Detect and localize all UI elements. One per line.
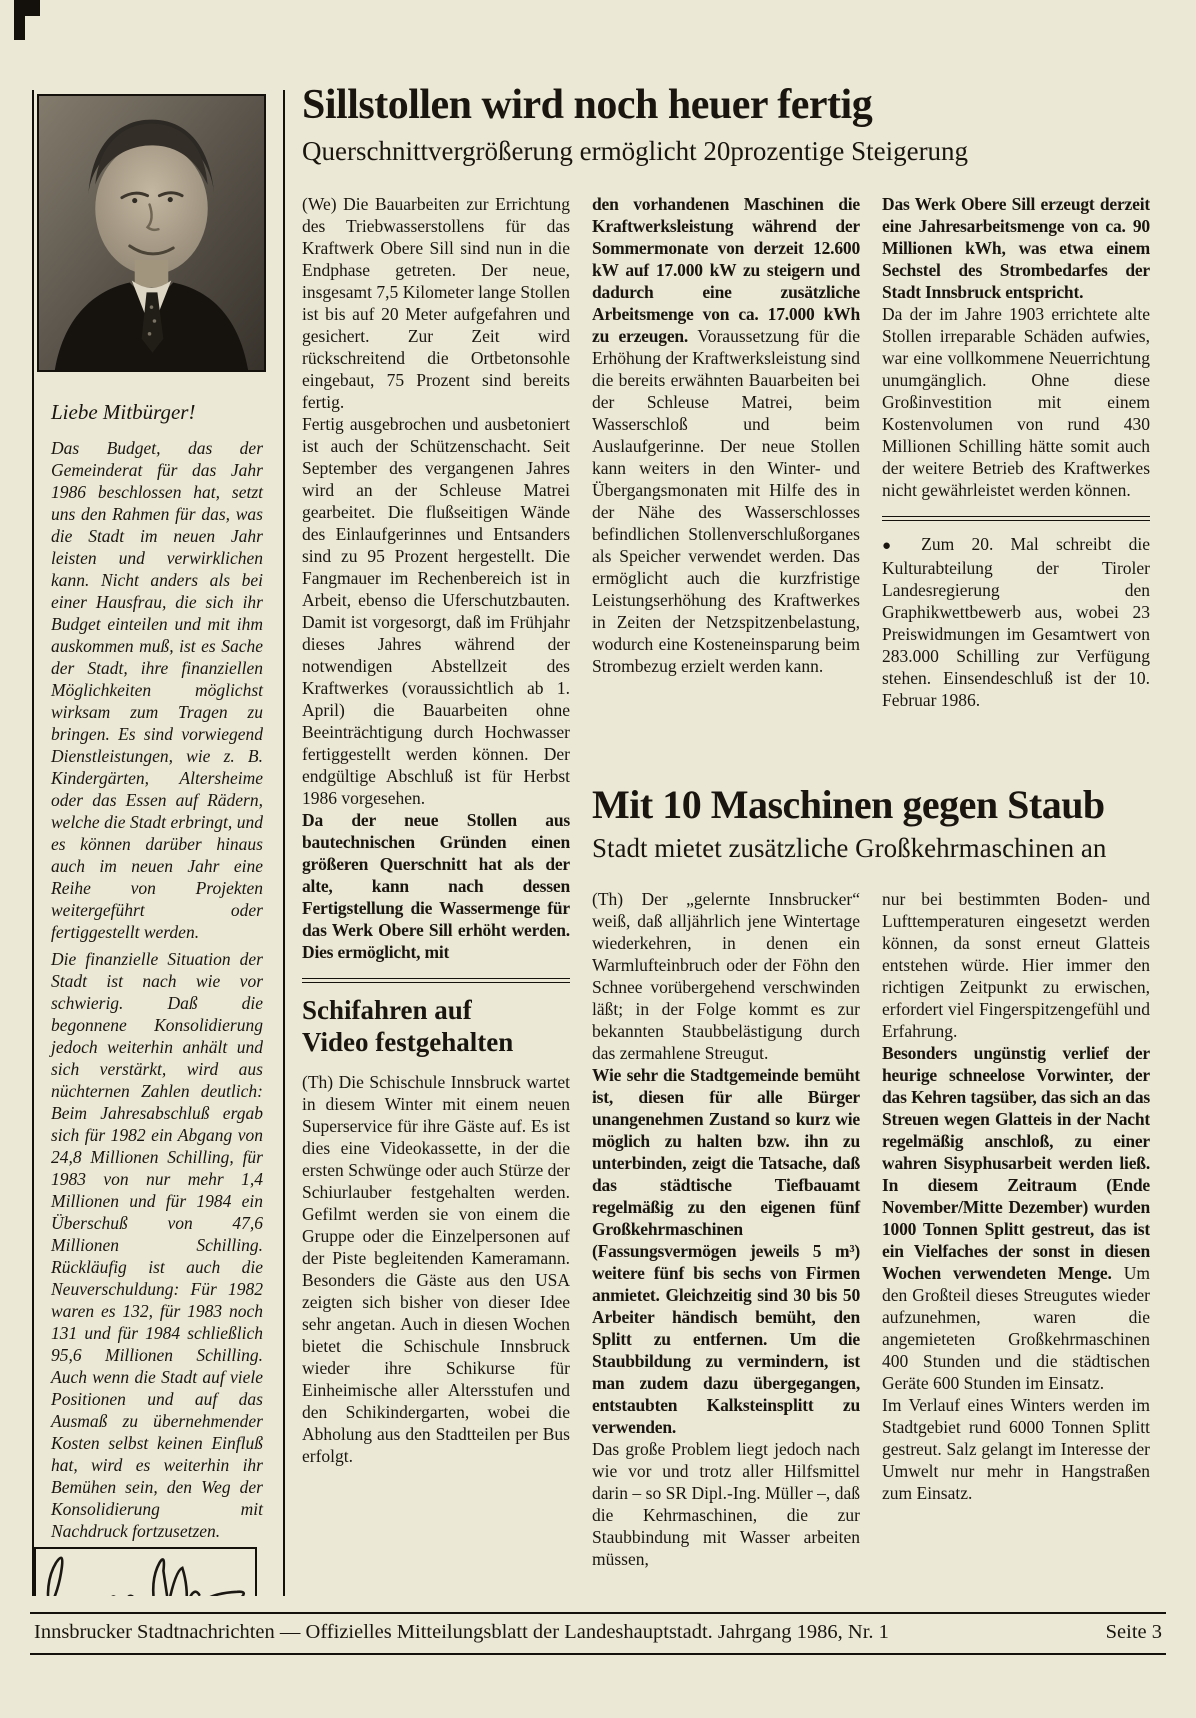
paragraph-rest: Um den Großteil dieses Streugutes wieder aufzunehmen, waren die angemieteten Großkehrmaschinen 400 Stunden und die städtischen Geräte 600 Stunden im Einsatz.: [882, 1262, 1150, 1393]
article-paragraph: (Th) Die Schischule Innsbruck wartet in diesem Winter mit einem neuen Superservice für ihre Gäste auf. Es ist dies eine Videokassette, in der die ersten Schwünge oder auch Stürze der Schiurlauber festgehalten werden. Gefilmt werden sie von einem die Gruppe oder die Einzelpersonen auf der Piste begleitenden Kameramann. Besonders die Gäste aus den USA zeigten sich bisher von dieser Idee sehr angetan. Auch in diesen Wochen bietet die Schischule Innsbruck wieder ihre Schikurse für Einheimische aller Altersstufen und den Schikindergarten, wobei die Abholung aus den Stadtteilen per Bus erfolgt.: [302, 1071, 570, 1466]
article-paragraph: nur bei bestimmten Boden- und Lufttemperaturen eingesetzt werden können, da sonst erneut Glatteis entstehen würde. Hier immer den richtigen Zeitpunkt zu erwischen, erfordert viel Fingerspitzengefühl und Erfahrung.: [882, 888, 1150, 1041]
article2-column-2: [882, 888, 1150, 1598]
article1-headline: Sillstollen wird noch heuer fertig: [302, 82, 873, 128]
article-paragraph-bold: Wie sehr die Stadtgemeinde bemüht ist, diesen für alle Bürger unangenehmen Zustand so kurz wie möglich zu halten bzw. ihn zu unterbinden, zeigt die Tatsache, daß das städtische Tiefbauamt regelmäßig zu den eigenen fünf Großkehrmaschinen (Fassungsvermögen jeweils 5 m³) weitere fünf bis sechs von Firmen anmietet. Gleichzeitig sind 30 bis 50 Arbeiter händisch bemüht, den Splitt zu entfernen. Um die Staubbildung zu vermindern, ist man zudem dazu übergegangen, entstaubten Kalksteinsplitt zu verwenden.: [592, 1064, 860, 1437]
section-divider-rule: [302, 978, 570, 983]
article-paragraph: [592, 193, 860, 677]
mayor-letter-column: [32, 90, 285, 1606]
paragraph-rest: Voraussetzung für die Erhöhung der Kraftwerksleistung sind die bereits erwähnten Bauarbeiten bei der Schleuse Matrei, beim Wasserschloß und beim Auslaufgerinne. Der neue Stollen kann weiters in den Winter- und Übergangsmonaten mit Hilfe des in der Nähe des Wasserschlosses befindlichen Stollenverschlußorganes als Speicher verwendet werden. Das ermöglicht auch die kurzfristige Leistungserhöhung des Kraftwerkes in Zeiten der Netzspitzenbelastung, wodurch eine Kosteneinsparung beim Strombezug erzielt werden kann.: [592, 325, 860, 676]
article2-columns: [592, 888, 1150, 1598]
section-divider-rule: [882, 516, 1150, 521]
culture-competition-note: [882, 533, 1150, 711]
mayor-portrait-photo: [37, 94, 266, 372]
article1-column-1: [302, 193, 570, 1595]
note-text: Zum 20. Mal schreibt die Kulturabteilung der Tiroler Landesregierung den Graphikwettbewerb aus, wobei 23 Preiswidmungen im Gesamtwert von 283.000 Schilling zur Verfügung stehen. Einsendeschluß ist der 10. Februar 1986.: [882, 533, 1150, 710]
letter-salutation: Liebe Mitbürger!: [51, 400, 196, 425]
article-paragraph: [882, 1042, 1150, 1394]
footer-publication-info: Innsbrucker Stadtnachrichten — Offizielles Mitteilungsblatt der Landeshauptstadt. Jahrgang 1986, Nr. 1: [34, 1621, 889, 1643]
paragraph-bold-lead: Besonders ungünstig verlief der heurige schneelose Vorwinter, der das Kehren tagsüber, das sich an das Streuen wegen Glatteis in der Nacht regelmäßig anschloß, zu einer wahren Sisyphusarbeit werden ließ. In diesem Zeitraum (Ende November/Mitte Dezember) wurden 1000 Tonnen Splitt gestreut, das ist ein Vielfaches der sonst in diesen Wochen verwendeten Menge.: [882, 1042, 1150, 1283]
article-paragraph: Das große Problem liegt jedoch nach wie vor und trotz aller Hilfsmittel darin – so SR Dipl.-Ing. Müller –, daß die Kehrmaschinen, die zur Staubbindung mit Wasser arbeiten müssen,: [592, 1438, 860, 1569]
article-paragraph: Fertig ausgebrochen und ausbetoniert ist auch der Schützenschacht. Seit September des vergangenen Jahres wird an der Schleuse Matrei gearbeitet. Die flußseitigen Wände des Einlaufgerinnes und Entsanders sind zu 95 Prozent hergestellt. Die Fangmauer im Rechenbereich ist in Arbeit, ebenso die Uferschutzbauten. Damit ist vorgesorgt, daß im Frühjahr dieses Jahres während der notwendigen Abstellzeit des Kraftwerkes (voraussichtlich ab 1. April) die Bauarbeiten ohne Beeinträchtigung durch Hochwasser fertiggestellt werden können. Der endgültige Abschluß ist für Herbst 1986 vorgesehen.: [302, 413, 570, 808]
article2-column-1: [592, 888, 860, 1598]
article3-headline-line2: Video festgehalten: [302, 1026, 514, 1057]
letter-paragraph: Das Budget, das der Gemeinderat für das Jahr 1986 beschlossen hat, setzt uns den Rahmen für das, was die Stadt im neuen Jahr leisten und verwirklichen kann. Nicht anders als bei einer Hausfrau, die sich ihr Budget einteilen und mit ihm auskommen muß, ist es Sache der Stadt, ihre finanziellen Möglichkeiten möglichst wirksam zum Tragen zu bringen. Es sind vorwiegend Dienstleistungen, wie z. B. Kindergärten, Altersheime oder das Essen auf Rädern, welche die Stadt erbringt, und es können darüber hinaus auch im neuen Jahr eine Reihe von Projekten weitergeführt oder fertiggestellt werden.: [51, 438, 263, 943]
article-paragraph: Im Verlauf eines Winters werden im Stadtgebiet rund 6000 Tonnen Splitt gestreut. Salz gelangt im Interesse der Umwelt nur mehr in Hangstraßen zum Einsatz.: [882, 1394, 1150, 1503]
article3-headline: [302, 995, 570, 1059]
page-footer: [0, 1596, 1196, 1718]
letter-paragraph: Die finanzielle Situation der Stadt ist nach wie vor schwierig. Daß die begonnene Konsolidierung jedoch weiterhin anhält und sich verstärkt, wird aus nüchternen Zahlen deutlich: Beim Jahresabschluß ergab sich für 1982 ein Abgang von 24,8 Millionen Schilling, für 1983 von nur mehr 1,4 Millionen und für 1984 ein Überschuß von 47,6 Millionen Schilling. Rückläufig ist auch die Neuverschuldung: Für 1982 waren es 132, für 1983 noch 131 und für 1984 schließlich 95,6 Millionen Schilling. Auch wenn die Stadt auf viele Positionen und auf das Ausmaß zu übernehmender Kosten selbst keinen Einfluß hat, wird es weiterhin ihr Bemühen sein, den Weg der Konsolidierung mit Nachdruck fortzusetzen.: [51, 949, 263, 1542]
paragraph-bold-lead: den vorhandenen Maschinen die Kraftwerksleistung während der Sommermonate von derzeit 12.600 kW auf 17.000 kW zu steigern und dadurch eine zusätzliche Arbeitsmenge von ca. 17.000 kWh zu erzeugen.: [592, 193, 860, 346]
bullet-icon: ●: [882, 537, 904, 554]
article-paragraph: (We) Die Bauarbeiten zur Errichtung des Triebwasserstollens für das Kraftwerk Obere Sill sind nun in die Endphase getreten. Der neue, insgesamt 7,5 Kilometer lange Stollen ist bis auf 20 Meter aufgefahren und gesichert. Zur Zeit wird rückschreitend die Ortbetonsohle eingebaut, 75 Prozent sind bereits fertig.: [302, 193, 570, 412]
main-article-area: [302, 84, 1160, 1598]
article2-subheadline: Stadt mietet zusätzliche Großkehrmaschinen an: [592, 832, 1107, 863]
article-paragraph: (Th) Der „gelernte Innsbrucker“ weiß, daß alljährlich jene Wintertage wiederkehren, in denen ein Warmlufteinbruch oder der Föhn den Schnee vorübergehend verschwinden läßt; in der Folge kommt es zur bekannten Staubbelästigung durch das zermahlene Streugut.: [592, 888, 860, 1063]
portrait-illustration: [39, 96, 264, 370]
article1-subheadline: Querschnittvergrößerung ermöglicht 20prozentige Steigerung: [302, 135, 969, 166]
article2-headline: Mit 10 Maschinen gegen Staub: [592, 781, 1105, 827]
footer-band: [30, 1612, 1166, 1655]
footer-page-number: Seite 3: [1105, 1621, 1162, 1643]
article-columns-right: [592, 193, 1150, 1598]
article-paragraph-bold: Das Werk Obere Sill erzeugt derzeit eine Jahresarbeitsmenge von ca. 90 Millionen kWh, was etwa einem Sechstel des Strombedarfes der Stadt Innsbruck entspricht.: [882, 193, 1150, 302]
article3-headline-line1: Schifahren auf: [302, 994, 472, 1025]
article-paragraph: Da der im Jahre 1903 errichtete alte Stollen irreparable Schäden aufwies, war eine vollkommene Neuerrichtung unumgänglich. Ohne diese Großinvestition mit einem Kostenvolumen von rund 430 Millionen Schilling hätte somit auch der weitere Betrieb des Kraftwerkes nicht gewährleistet werden können.: [882, 303, 1150, 500]
article1-columns-2-3: [592, 193, 1150, 785]
print-corner-mark: [14, 0, 40, 16]
article1-column-2: [592, 193, 860, 785]
article-paragraph-bold: Da der neue Stollen aus bautechnischen Gründen einen größeren Querschnitt hat als der alte, kann nach dessen Fertigstellung die Wassermenge für das Werk Obere Sill erhöht werden. Dies ermöglicht, mit: [302, 809, 570, 962]
article-columns: [302, 193, 1160, 1598]
article1-column-3: [882, 193, 1150, 785]
